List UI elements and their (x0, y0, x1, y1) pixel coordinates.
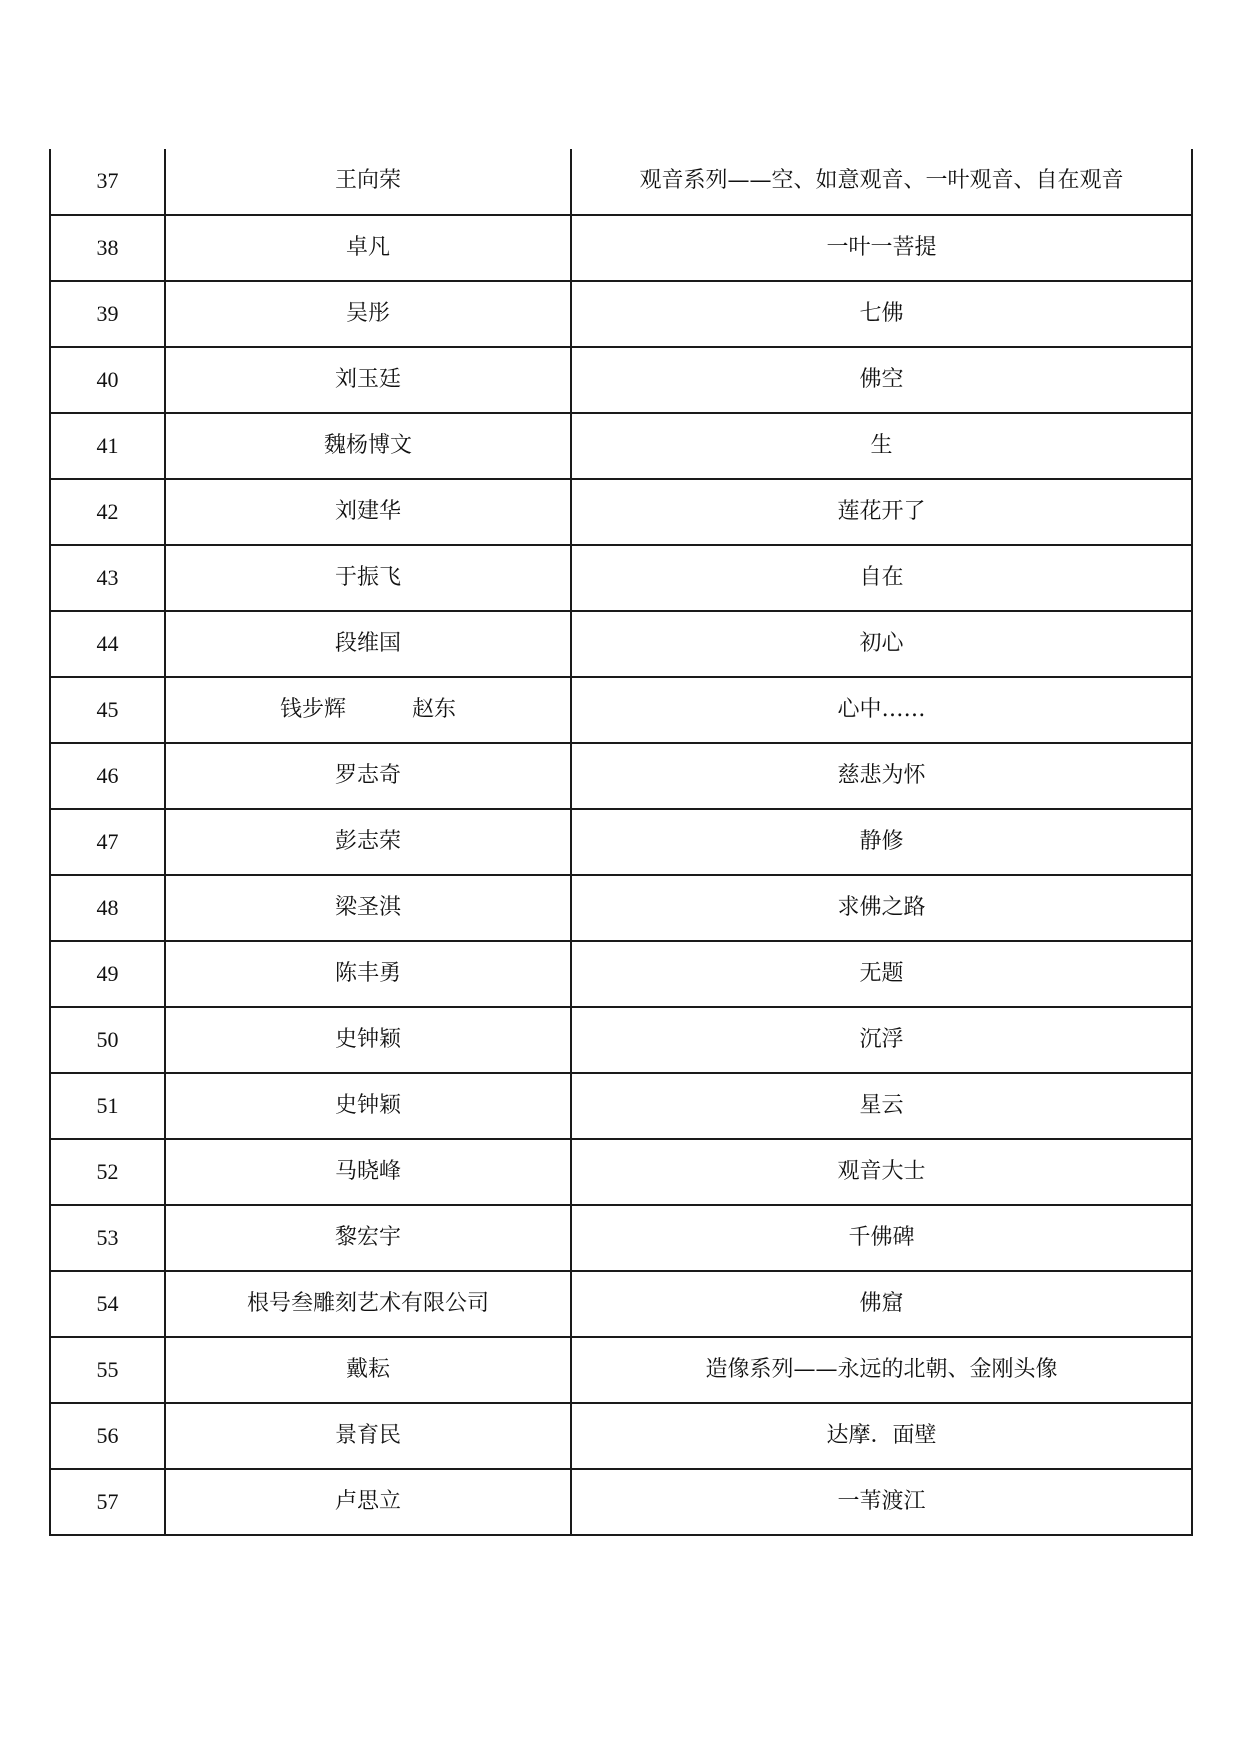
entry-number: 49 (50, 941, 165, 1007)
artist-name: 王向荣 (165, 149, 571, 215)
table-row (50, 941, 1192, 1007)
work-title: 七佛 (571, 281, 1192, 347)
artist-name: 卓凡 (165, 215, 571, 281)
artist-name: 刘建华 (165, 479, 571, 545)
entry-number: 44 (50, 611, 165, 677)
entry-number: 55 (50, 1337, 165, 1403)
table-row (50, 1469, 1192, 1535)
table-row (50, 1337, 1192, 1403)
artist-name: 刘玉廷 (165, 347, 571, 413)
work-title: 莲花开了 (571, 479, 1192, 545)
work-title: 自在 (571, 545, 1192, 611)
entry-number: 37 (50, 149, 165, 215)
artist-name: 段维国 (165, 611, 571, 677)
entry-number: 45 (50, 677, 165, 743)
work-title: 佛空 (571, 347, 1192, 413)
work-title: 沉浮 (571, 1007, 1192, 1073)
artist-names-pair (165, 677, 571, 743)
work-title: 求佛之路 (571, 875, 1192, 941)
artist-name: 陈丰勇 (165, 941, 571, 1007)
work-title: 星云 (571, 1073, 1192, 1139)
work-title: 心中…… (571, 677, 1192, 743)
table-row (50, 281, 1192, 347)
entry-list-page (49, 149, 1191, 1536)
entry-number: 42 (50, 479, 165, 545)
work-title: 佛窟 (571, 1271, 1192, 1337)
work-title: 千佛碑 (571, 1205, 1192, 1271)
entry-number: 50 (50, 1007, 165, 1073)
entry-number: 51 (50, 1073, 165, 1139)
table-row (50, 413, 1192, 479)
artist-name: 马晓峰 (165, 1139, 571, 1205)
work-title: 静修 (571, 809, 1192, 875)
artist-name: 史钟颖 (165, 1007, 571, 1073)
table-row (50, 677, 1192, 743)
table-row (50, 215, 1192, 281)
entry-number: 39 (50, 281, 165, 347)
table-row (50, 479, 1192, 545)
entry-number: 53 (50, 1205, 165, 1271)
table-row (50, 1205, 1192, 1271)
artist-name: 魏杨博文 (165, 413, 571, 479)
work-title: 初心 (571, 611, 1192, 677)
artist-name: 景育民 (165, 1403, 571, 1469)
table-row (50, 743, 1192, 809)
work-title: 一苇渡江 (571, 1469, 1192, 1535)
entry-number: 47 (50, 809, 165, 875)
table-row (50, 611, 1192, 677)
table-row (50, 149, 1192, 215)
table-row (50, 1403, 1192, 1469)
artist-name: 史钟颖 (165, 1073, 571, 1139)
entry-number: 43 (50, 545, 165, 611)
entry-number: 48 (50, 875, 165, 941)
artist-name: 根号叁雕刻艺术有限公司 (165, 1271, 571, 1337)
table-row (50, 545, 1192, 611)
entry-number: 46 (50, 743, 165, 809)
work-title: 慈悲为怀 (571, 743, 1192, 809)
artist-name: 吴彤 (165, 281, 571, 347)
artist-name: 戴耘 (165, 1337, 571, 1403)
entry-number: 52 (50, 1139, 165, 1205)
entry-number: 54 (50, 1271, 165, 1337)
work-title: 生 (571, 413, 1192, 479)
artist-name: 于振飞 (165, 545, 571, 611)
artist-name: 黎宏宇 (165, 1205, 571, 1271)
artist-name: 赵东 (412, 696, 457, 722)
table-row (50, 1271, 1192, 1337)
artist-name: 梁圣淇 (165, 875, 571, 941)
work-title: 造像系列——永远的北朝、金刚头像 (571, 1337, 1192, 1403)
work-title: 达摩．面壁 (571, 1403, 1192, 1469)
entry-number: 38 (50, 215, 165, 281)
work-title: 无题 (571, 941, 1192, 1007)
artist-name: 卢思立 (165, 1469, 571, 1535)
table-row (50, 875, 1192, 941)
table-row (50, 1007, 1192, 1073)
artist-name: 罗志奇 (165, 743, 571, 809)
table-row (50, 347, 1192, 413)
entry-number: 41 (50, 413, 165, 479)
entry-number: 57 (50, 1469, 165, 1535)
work-title: 观音系列——空、如意观音、一叶观音、自在观音 (571, 149, 1192, 215)
table-row (50, 1139, 1192, 1205)
entry-number: 40 (50, 347, 165, 413)
entry-table (49, 149, 1193, 1536)
entry-number: 56 (50, 1403, 165, 1469)
work-title: 一叶一菩提 (571, 215, 1192, 281)
artist-name: 彭志荣 (165, 809, 571, 875)
table-row (50, 809, 1192, 875)
artist-name: 钱步辉 (279, 696, 346, 722)
table-row (50, 1073, 1192, 1139)
work-title: 观音大士 (571, 1139, 1192, 1205)
